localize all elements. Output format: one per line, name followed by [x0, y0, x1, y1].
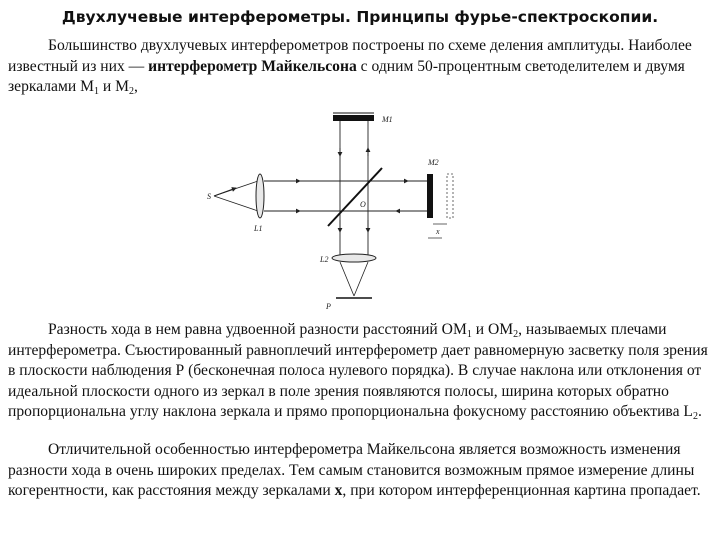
mirror-m2 — [427, 174, 433, 218]
intro-sub-1: 1 — [93, 86, 99, 97]
intro-text-2: с одним 50-процентным светоделителем и двумя зеркалами M — [8, 57, 685, 95]
michelson-interferometer-diagram — [196, 108, 486, 318]
label-p: P — [326, 302, 331, 311]
p3-text-2: , при котором интерференционная картина пропадает. — [342, 482, 701, 499]
label-l2: L2 — [320, 255, 329, 264]
label-l1: L1 — [254, 224, 263, 233]
label-s: S — [207, 192, 211, 201]
p2-text-4: . — [697, 403, 702, 420]
ray-source-bottom — [214, 196, 258, 211]
label-m1: M1 — [382, 115, 393, 124]
ray-focus-left — [340, 262, 354, 296]
beamsplitter — [328, 168, 382, 226]
p3-text-1: Отличительной особенностью интерферометра Майкельсона является возможность изменения разности хода в очень широких пределах. Тем самым становится возможным прямое измерение длины когерентности, как расстояния между зеркалами — [8, 441, 695, 499]
p2-text-2: и ОМ — [471, 321, 514, 338]
paragraph-intro — [8, 36, 714, 98]
p3-term-x: x — [334, 482, 343, 499]
arrow-source — [214, 188, 236, 196]
intro-term-michelson: интерферометр Майкельсона — [148, 57, 357, 75]
p2-sub-2: 2 — [513, 329, 519, 340]
slide-title: Двухлучевые интерферометры. Принципы фурье-спектроскопии. — [61, 8, 659, 26]
lens-l1 — [256, 174, 264, 218]
intro-text-4: , — [133, 78, 138, 95]
intro-text-1: Большинство двухлучевых интерферометров построены по схеме деления амплитуды. Наиболее известный из них — — [8, 37, 692, 75]
p2-text-3: , называемых плечами интерферометра. Съюстированный равноплечий интерферометр дает равномерную засветку поля зрения в плоскости наблюдения Р (бесконечная полоса нулевого порядка). В случае наклона или отклонения от идеальной плоскости одного из зеркал в поле зрения появляются полосы, ширина которых обратно пропорциональна углу наклона зеркала и прямо пропорциональна фокусному расстоянию объектива L — [8, 321, 708, 420]
mirror-m2-displaced — [447, 174, 453, 218]
label-o: O — [360, 200, 366, 209]
label-x: x — [436, 227, 440, 236]
paragraph-coherence — [8, 440, 714, 502]
mirror-m1 — [333, 115, 374, 121]
ray-focus-right — [354, 262, 368, 296]
p2-sub-3: 2 — [692, 411, 698, 422]
p2-text-1: Разность хода в нем равна удвоенной разности расстояний ОМ — [48, 321, 467, 338]
lens-l2 — [332, 254, 376, 262]
label-m2: M2 — [428, 158, 439, 167]
paragraph-path-difference — [8, 320, 714, 423]
p2-sub-1: 1 — [466, 329, 472, 340]
intro-sub-2: 2 — [128, 86, 134, 97]
intro-text-3: и M — [98, 78, 129, 95]
